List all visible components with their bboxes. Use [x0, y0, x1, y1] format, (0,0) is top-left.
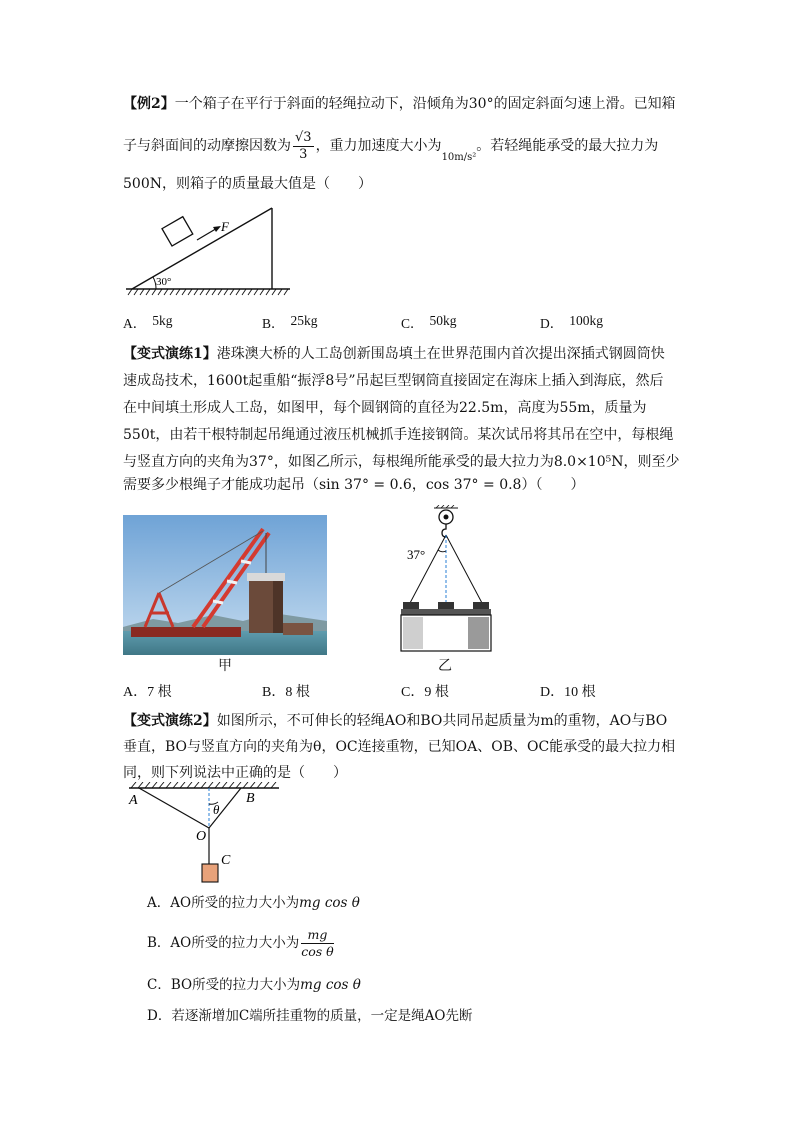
- lifting-diagram: [398, 505, 494, 655]
- ex2-line2-pre: 子与斜面间的动摩擦因数为: [123, 138, 291, 154]
- ex2-line2: [123, 126, 658, 166]
- var1-line3: 在中间填土形成人工岛，如图甲，每个圆钢筒的直径为22.5m，高度为55m，质量为: [123, 400, 647, 416]
- option-text: BO所受的拉力大小为: [170, 977, 301, 993]
- option-letter: D．: [540, 316, 564, 331]
- incline-figure: [122, 205, 292, 297]
- var1-line5: 与竖直方向的夹角为37°，如图乙所示，每根绳所能承受的最大拉力为8.0×10⁵N，则至少: [123, 454, 680, 470]
- option-value: 5kg: [152, 313, 173, 328]
- ex2-option-a[interactable]: [123, 315, 173, 333]
- hook: [442, 524, 446, 537]
- var2-line-text: 如图所示，不可伸长的轻绳AO和BO共同吊起质量为m的重物，AO与BO: [216, 713, 668, 729]
- sky: [123, 515, 327, 633]
- ex2-line2-mid: ，重力加速度大小为: [315, 138, 442, 154]
- box: [162, 217, 193, 246]
- var2-option-b[interactable]: [147, 925, 336, 961]
- var1-option-d[interactable]: [540, 684, 596, 702]
- option-expr: mg cos θ: [299, 895, 360, 911]
- option-value: 7 根: [147, 685, 172, 700]
- angle-label: 30°: [156, 276, 172, 288]
- option-value: 50kg: [429, 313, 457, 328]
- option-letter: C．: [401, 685, 425, 700]
- ex2-option-d[interactable]: [540, 315, 603, 333]
- ex2-line2-post: 。若轻绳能承受的最大拉力为: [476, 138, 659, 154]
- weight-block: [202, 864, 218, 882]
- theta-label: θ: [213, 802, 220, 817]
- ex2-line1: [123, 94, 676, 114]
- ex2-tag: 【例2】: [123, 96, 175, 112]
- option-value: 8 根: [285, 685, 310, 700]
- var1-line1: [123, 344, 665, 364]
- var2-option-d[interactable]: [147, 1006, 472, 1026]
- option-letter: B．: [262, 316, 285, 331]
- option-letter: B．: [147, 935, 171, 951]
- var1-option-a[interactable]: [123, 684, 172, 702]
- fraction-denominator: cos θ: [301, 944, 334, 959]
- var2-tag: 【变式演练2】: [123, 713, 217, 729]
- force-label: F: [221, 219, 229, 234]
- var1-line-text: 港珠澳大桥的人工岛创新围岛填土在世界范围内首次提出深插式钢圆筒快: [216, 346, 665, 362]
- cylinder-shade-right: [468, 617, 489, 649]
- fraction-numerator: mg: [301, 927, 333, 944]
- ground-hatching: [128, 289, 288, 295]
- mu-fraction: [293, 130, 314, 163]
- rope-right: [446, 535, 482, 603]
- cylinder-shade-left: [403, 617, 423, 649]
- var2-line2: 垂直，BO与竖直方向的夹角为θ，OC连接重物，已知OA、OB、OC能承受的最大拉力相: [123, 739, 676, 755]
- hook-ring-inner: [444, 515, 449, 520]
- option-expr: mg cos θ: [300, 977, 361, 993]
- label-B: B: [246, 791, 255, 806]
- option-letter: D．: [540, 685, 565, 700]
- ex2-line3: 500N，则箱子的质量最大值是（ ）: [123, 176, 372, 192]
- angle-label-37: 37°: [407, 547, 426, 562]
- option-b-fraction: [301, 927, 333, 960]
- angle-arc-37: [438, 550, 446, 552]
- var1-line2: 速成岛技术，1600t起重船“振浮8号”吊起巨型钢筒直接固定在海床上插入到海底，然后: [123, 373, 664, 389]
- g-value: 10m/s²: [441, 152, 477, 163]
- ceiling-hatching: [131, 782, 276, 788]
- var2-option-a[interactable]: [147, 893, 360, 913]
- var1-line6: 需要多少根绳子才能成功起吊（sin 37° = 0.6，cos 37° = 0.8）（ ）: [123, 477, 585, 493]
- option-letter: A．: [123, 685, 148, 700]
- mu-denominator: 3: [299, 146, 308, 162]
- var1-line4: 550t，由若干根特制起吊绳通过液压机械抓手连接钢筒。某次试吊将其吊在空中，每根绳: [123, 427, 674, 443]
- var2-line1: [123, 711, 667, 731]
- ex2-option-c[interactable]: [401, 315, 457, 333]
- cylinder-gripper: [247, 573, 285, 581]
- incline-surface: [132, 208, 272, 289]
- rope-figure: [125, 782, 285, 888]
- option-value: 9 根: [424, 685, 449, 700]
- option-text: AO所受的拉力大小为: [170, 895, 300, 911]
- ex2-line1-text: 一个箱子在平行于斜面的轻绳拉动下，沿倾角为30°的固定斜面匀速上滑。已知箱: [174, 96, 676, 112]
- option-value: 25kg: [290, 313, 318, 328]
- rope-AO: [139, 788, 209, 828]
- stacked-cylinders: [283, 623, 313, 635]
- var1-option-c[interactable]: [401, 684, 449, 702]
- option-value: 100kg: [569, 313, 603, 328]
- barge: [131, 627, 241, 637]
- steel-cylinder-shade: [273, 579, 283, 633]
- option-letter: C．: [401, 316, 424, 331]
- option-value: 10 根: [564, 685, 596, 700]
- option-letter: C．: [147, 977, 171, 993]
- fig-jia-caption: 甲: [218, 658, 232, 674]
- option-letter: D．: [147, 1008, 172, 1024]
- rope-left: [410, 535, 446, 603]
- crane-photo: [123, 515, 327, 655]
- fig-yi-caption: 乙: [438, 658, 452, 674]
- option-letter: A．: [147, 895, 171, 911]
- grip-bar: [401, 609, 491, 615]
- ex2-option-b[interactable]: [262, 315, 318, 333]
- option-letter: A．: [123, 316, 147, 331]
- var1-option-b[interactable]: [262, 684, 310, 702]
- var2-option-c[interactable]: [147, 975, 361, 995]
- force-arrowhead: [213, 226, 221, 232]
- mu-numerator: √3: [295, 129, 312, 145]
- label-A: A: [129, 793, 138, 808]
- label-C: C: [221, 853, 231, 868]
- option-letter: B．: [262, 685, 286, 700]
- var1-tag: 【变式演练1】: [123, 346, 217, 362]
- label-O: O: [196, 829, 207, 844]
- var2-line3: 同，则下列说法中正确的是（ ）: [123, 765, 347, 781]
- option-text: 若逐渐增加C端所挂重物的质量，一定是绳AO先断: [171, 1008, 473, 1024]
- option-text: AO所受的拉力大小为: [170, 935, 300, 951]
